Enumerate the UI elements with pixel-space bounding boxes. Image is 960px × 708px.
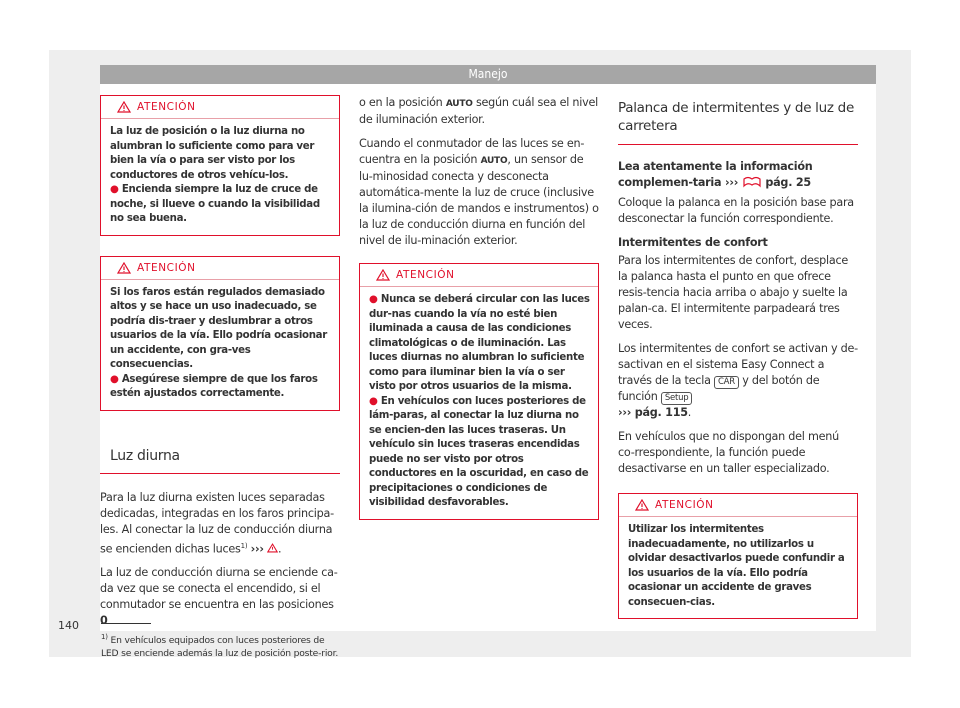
column-right (618, 95, 858, 631)
column-middle (359, 95, 599, 532)
warning-label: ATENCIÓN (396, 269, 455, 281)
warning-triangle-icon (635, 499, 649, 511)
warning-triangle-icon (117, 262, 131, 274)
cross-ref-arrows[interactable]: ››› (724, 176, 739, 189)
column-left (100, 95, 340, 637)
warning-bullet-text: Asegúrese siempre de que los faros estén ajustados correctamente. (110, 373, 318, 399)
warning-text: Utilizar los intermitentes inadecuadamente, no utilizarlos u olvidar desactivarlos puede confundir a los usuarios de la vía. Ello podría ocasionar un accidente de graves consecuen-cias. (628, 524, 845, 608)
auto-symbol: AUTO (445, 99, 473, 109)
warning-header (101, 257, 339, 280)
warning-body (101, 280, 339, 410)
warning-text: Si los faros están regulados demasiado altos y se hace un uso inadecuado, se podría dis-traer y deslumbrar a otros usuarios de la vía. Ello podría ocasionar un accidente, con gra-ves consecuencias. (110, 286, 327, 370)
page-number: 140 (58, 619, 79, 632)
warning-box (100, 256, 340, 411)
warning-triangle-icon (267, 543, 278, 553)
setup-key[interactable]: Setup (661, 392, 693, 405)
warning-bullet-text: Nunca se deberá circular con las luces dur-nas cuando la vía no esté bien iluminada a causa de las condiciones climatológicas o de iluminación. Las luces diurnas no alumbran lo suficiente como para iluminar bien la vía o ser visto por otros usuarios de la misma. (369, 294, 590, 392)
paragraph-text: La luz de conducción diurna se enciende ca-da vez que se conecta el encendido, si el conmutador se encuentra en las posiciones (100, 566, 338, 612)
bullet-dot: ● (369, 395, 378, 407)
paragraph: Para la luz diurna existen luces separadas dedicadas, integradas en los faros principa-les. Al conectar la luz de conducción diurna se encienden dichas luces$^{1)}$ ››› . (100, 490, 334, 556)
page-ref-link[interactable]: ››› pág. 115 (618, 406, 688, 419)
warning-bullet (110, 373, 331, 402)
warning-triangle-icon (376, 269, 390, 281)
paragraph-text: y del botón de función (618, 374, 820, 403)
paragraph: Para los intermitentes de confort, desplace la palanca hasta el punto en que ofrece resis-tencia hacia arriba o abajo y suelte la palan-ca. El intermitente parpadeará tres veces. (618, 254, 849, 331)
footnote-ref[interactable]: 1) (240, 541, 248, 550)
paragraph (359, 136, 599, 249)
warning-body (101, 119, 339, 235)
page-ref-link[interactable]: pág. 25 (765, 176, 811, 189)
warning-text: La luz de posición o la luz diurna no alumbran lo suficiente como para ver bien la vía o para ser visto por los conductores de otros vehícu-los. (110, 126, 315, 181)
footnote-text: En vehículos equipados con luces posteriores de LED se enciende además la luz de posición poste-rior. (101, 635, 339, 659)
bullet-dot: ● (110, 373, 119, 385)
warning-box (359, 263, 599, 520)
page-header: Manejo (100, 65, 876, 84)
footnote-divider (101, 623, 151, 624)
warning-bullet-text: En vehículos con luces posteriores de lám-paras, al conectar la luz diurna no se encien-den las luces traseras. Un vehículo sin luces traseras encendidas puede no ser visto por otros conductores en la oscuridad, en caso de precipitaciones o condiciones de visibilidad desfavorables. (369, 395, 589, 508)
warning-bullet (369, 395, 590, 511)
bullet-dot: ● (110, 184, 119, 195)
bullet-dot: ● (369, 294, 378, 305)
page-content (100, 65, 876, 631)
auto-symbol: AUTO (480, 156, 508, 166)
warning-triangle-icon (117, 101, 131, 113)
warning-label: ATENCIÓN (655, 499, 714, 511)
paragraph: Coloque la palanca en la posición base para desconectar la función correspondiente. (618, 196, 854, 225)
warning-bullet-text: Encienda siempre la luz de cruce de noche, si llueve o cuando la visibilidad no sea buena. (110, 184, 320, 224)
page-frame (49, 50, 911, 657)
warning-body (619, 517, 857, 618)
warning-box (100, 95, 340, 236)
warning-header (619, 494, 857, 517)
paragraph-text: Cuando el conmutador de las luces se en-cuentra en la posición (359, 137, 585, 166)
section-title: Luz diurna (100, 437, 340, 474)
warning-label: ATENCIÓN (137, 101, 196, 113)
warning-label: ATENCIÓN (137, 261, 196, 274)
lead-text: Lea atentamente la información complemen-taria (618, 160, 813, 189)
warning-bullet (110, 183, 331, 227)
paragraph: Los intermitentes de confort se activan y de-sactivan en el sistema Easy Connect a través de la tecla CAR y del botón de función Setup ››› pág. 115. (618, 342, 858, 419)
warning-header (360, 264, 598, 287)
warning-bullet (369, 293, 590, 395)
paragraph-text: , un sensor de lu-minosidad conecta y desconecta automática-mente la luz de cruce (inclusive la ilumina-ción de mandos e instrumentos) o la luz de conducción diurna en función del nivel de ilu-minación exterior. (359, 153, 599, 247)
paragraph (359, 95, 599, 128)
warning-box (618, 493, 858, 619)
car-key[interactable]: CAR (714, 376, 739, 389)
paragraph-text: o en la posición (359, 96, 443, 109)
footnote-mark: 1) (101, 633, 108, 641)
warning-body (360, 287, 598, 519)
section-title: Palanca de intermitentes y de luz de carretera (618, 95, 858, 145)
paragraph (100, 565, 340, 629)
footnote (101, 631, 341, 660)
warning-header (101, 96, 339, 119)
subheading: Intermitentes de confort (618, 236, 768, 249)
paragraph-text: Para la luz diurna existen luces separadas dedicadas, integradas en los faros principa-les. Al conectar la luz de conducción diurna se encienden dichas luces (100, 490, 334, 556)
paragraph-text: Los intermitentes de confort se activan y de-sactivan en el sistema Easy Connect a través de la tecla (618, 342, 858, 387)
book-icon (742, 176, 762, 188)
light-switch-symbol: 0 (100, 614, 108, 628)
paragraph-text: según cuál sea el nivel de iluminación exterior. (359, 96, 598, 126)
lead-paragraph (618, 159, 858, 191)
paragraph: En vehículos que no dispongan del menú co-rrespondiente, la función puede desactivarse en un taller especializado. (618, 430, 839, 475)
cross-ref-arrows[interactable]: ››› (250, 542, 264, 556)
